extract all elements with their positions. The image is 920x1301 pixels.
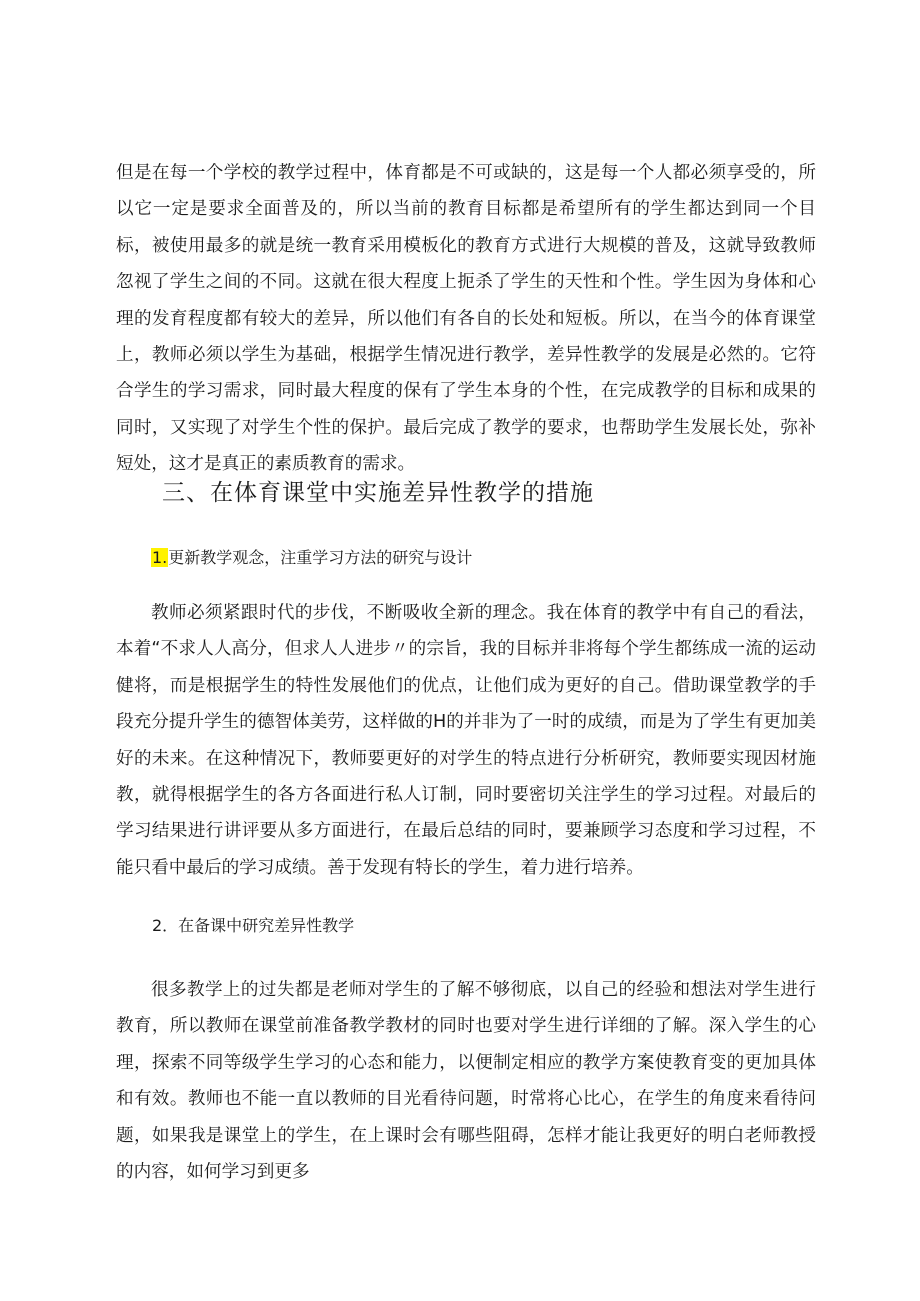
body-paragraph-2: 教师必须紧跟时代的步伐，不断吸收全新的理念。我在体育的教学中有自己的看法，本着“不求人人高分，但求人人进步〃的宗旨，我的目标并非将每个学生都练成一流的运动健将，而是根据学生的特性发展他们的优点，让他们成为更好的自己。借助课堂教学的手段充分提升学生的德智体美劳，这样做的H的并非为了一时的成绩，而是为了学生有更加美好的未来。在这种情况下，教师要更好的对学生的特点进行分析研究，教师要实现因材施教，就得根据学生的各方各面进行私人订制，同时要密切关注学生的学习过程。对最后的学习结果进行讲评要从多方面进行，在最后总结的同时，要兼顾学习态度和学习过程，不能只看中最后的学习成绩。善于发现有特长的学生，着力进行培养。 <box>116 603 816 878</box>
body-paragraph-1: 但是在每一个学校的教学过程中，体育都是不可或缺的，这是每一个人都必须享受的，所以它一定是要求全面普及的，所以当前的教育目标都是希望所有的学生都达到同一个目标，被使用最多的就是统一教育采用模板化的教育方式进行大规模的普及，这就导致教师忽视了学生之间的不同。这就在很大程度上扼杀了学生的天性和个性。学生因为身体和心理的发育程度都有较大的差异，所以他们有各自的长处和短板。所以，在当今的体育课堂上，教师必须以学生为基础，根据学生情况进行教学，差异性教学的发展是必然的。它符合学生的学习需求，同时最大程度的保有了学生本身的个性，在完成教学的目标和成果的同时，又实现了对学生个性的保护。最后完成了教学的要求，也帮助学生发展长处，弥补短处，这才是真正的素质教育的需求。 <box>116 163 816 475</box>
subsection-title-1: 更新教学观念，注重学习方法的研究与设计 <box>168 548 473 567</box>
section-heading: 三、在体育课堂中实施差异性教学的措施 <box>162 480 594 506</box>
subsection-heading-1 <box>151 543 472 573</box>
subsection-heading-2: 2．在备课中研究差异性教学 <box>152 916 355 935</box>
subsection-number-highlight: 1. <box>152 548 168 567</box>
body-paragraph-3: 很多教学上的过失都是老师对学生的了解不够彻底，以自己的经验和想法对学生进行教育，所以教师在课堂前准备教学教材的同时也要对学生进行详细的了解。深入学生的心理，探索不同等级学生学习的心态和能力，以便制定相应的教学方案使教育变的更加具体和有效。教师也不能一直以教师的目光看待问题，时常将心比心，在学生的角度来看待问题，如果我是课堂上的学生，在上课时会有哪些阻碍，怎样才能让我更好的明白老师教授的内容，如何学习到更多 <box>116 980 816 1183</box>
